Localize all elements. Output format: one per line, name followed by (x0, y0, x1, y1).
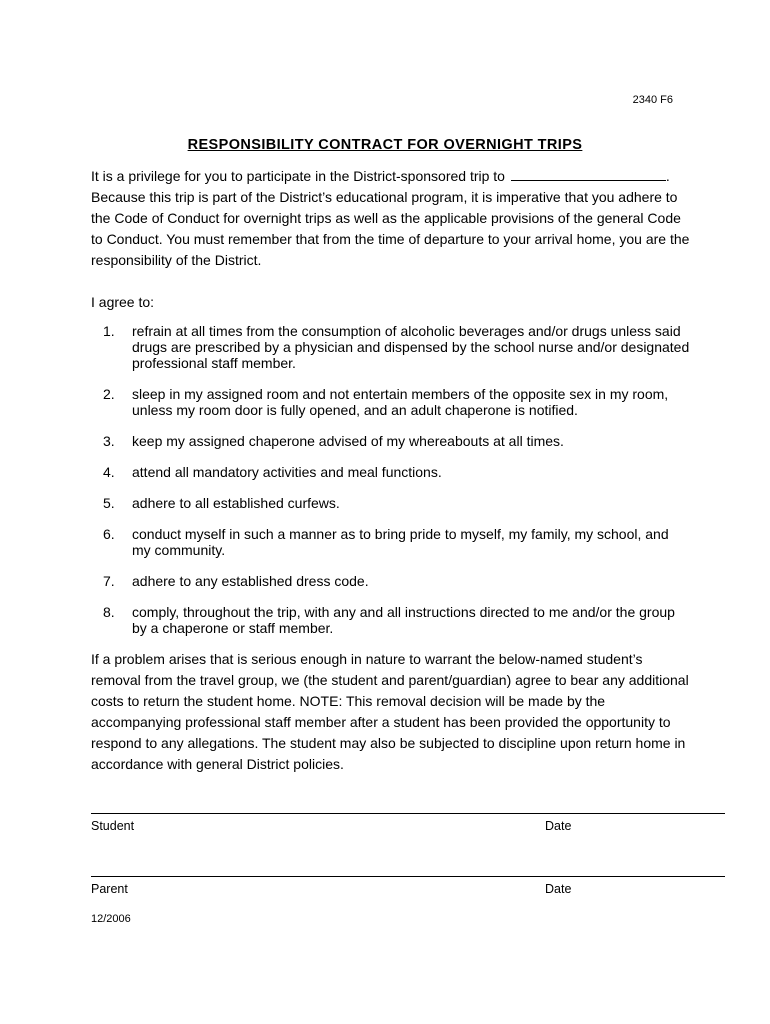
page-title: RESPONSIBILITY CONTRACT FOR OVERNIGHT TRIPS (187, 137, 583, 153)
form-code: 2340 F6 (632, 94, 673, 106)
item-number: 3. (103, 433, 115, 449)
intro-end-punct: . (665, 168, 670, 184)
item-text: refrain at all times from the consumption of alcoholic beverages and/or drugs unless said drugs are prescribed by a physician and dispensed by the school nurse and/or designated professional staff member. (132, 323, 690, 371)
parent-signature-line[interactable] (91, 876, 725, 877)
agreement-list (91, 323, 691, 636)
parent-date-label: Date (545, 882, 572, 896)
item-number: 8. (103, 604, 115, 620)
intro-body: Because this trip is part of the District’s educational program, it is imperative that you adhere to the Code of Conduct for overnight trips as well as the applicable provisions of the general Code to Conduct. You must remember that from the time of departure to your arrival home, you are the responsibility of the District. (91, 189, 690, 268)
list-item (91, 464, 691, 480)
list-item (91, 526, 691, 558)
revision-date: 12/2006 (91, 913, 131, 925)
item-text: attend all mandatory activities and meal functions. (132, 464, 442, 480)
item-text: conduct myself in such a manner as to bring pride to myself, my family, my school, and my community. (132, 526, 669, 558)
item-text: adhere to any established dress code. (132, 573, 369, 589)
trip-destination-blank[interactable] (511, 168, 666, 181)
student-label: Student (91, 819, 135, 833)
item-number: 7. (103, 573, 115, 589)
item-text: keep my assigned chaperone advised of my whereabouts at all times. (132, 433, 564, 449)
item-number: 5. (103, 495, 115, 511)
list-item (91, 495, 691, 511)
item-number: 6. (103, 526, 115, 542)
student-date-label: Date (545, 819, 572, 833)
item-text: sleep in my assigned room and not entertain members of the opposite sex in my room, unless my room door is fully opened, and an adult chaperone is notified. (132, 386, 669, 418)
list-item (91, 386, 691, 418)
student-signature-line[interactable] (91, 813, 725, 814)
closing-paragraph: If a problem arises that is serious enough in nature to warrant the below-named student’s removal from the travel group, we (the student and parent/guardian) agree to bear any additional costs to return the student home. NOTE: This removal decision will be made by the accompanying professional staff member after a student has been provided the opportunity to respond to any allegations. The student may also be subjected to discipline upon return home in accordance with general District policies. (91, 651, 689, 772)
item-number: 4. (103, 464, 115, 480)
intro-lead: It is a privilege for you to participate in the District-sponsored trip to (91, 168, 505, 184)
item-number: 2. (103, 386, 115, 402)
agree-heading: I agree to: (91, 294, 155, 310)
item-text: adhere to all established curfews. (132, 495, 340, 511)
list-item (91, 573, 691, 589)
list-item (91, 604, 691, 636)
list-item (91, 433, 691, 449)
parent-label: Parent (91, 882, 128, 896)
item-number: 1. (103, 323, 115, 339)
item-text: comply, throughout the trip, with any and all instructions directed to me and/or the group by a chaperone or staff member. (132, 604, 675, 636)
intro-paragraph (91, 166, 691, 271)
list-item (91, 323, 691, 371)
